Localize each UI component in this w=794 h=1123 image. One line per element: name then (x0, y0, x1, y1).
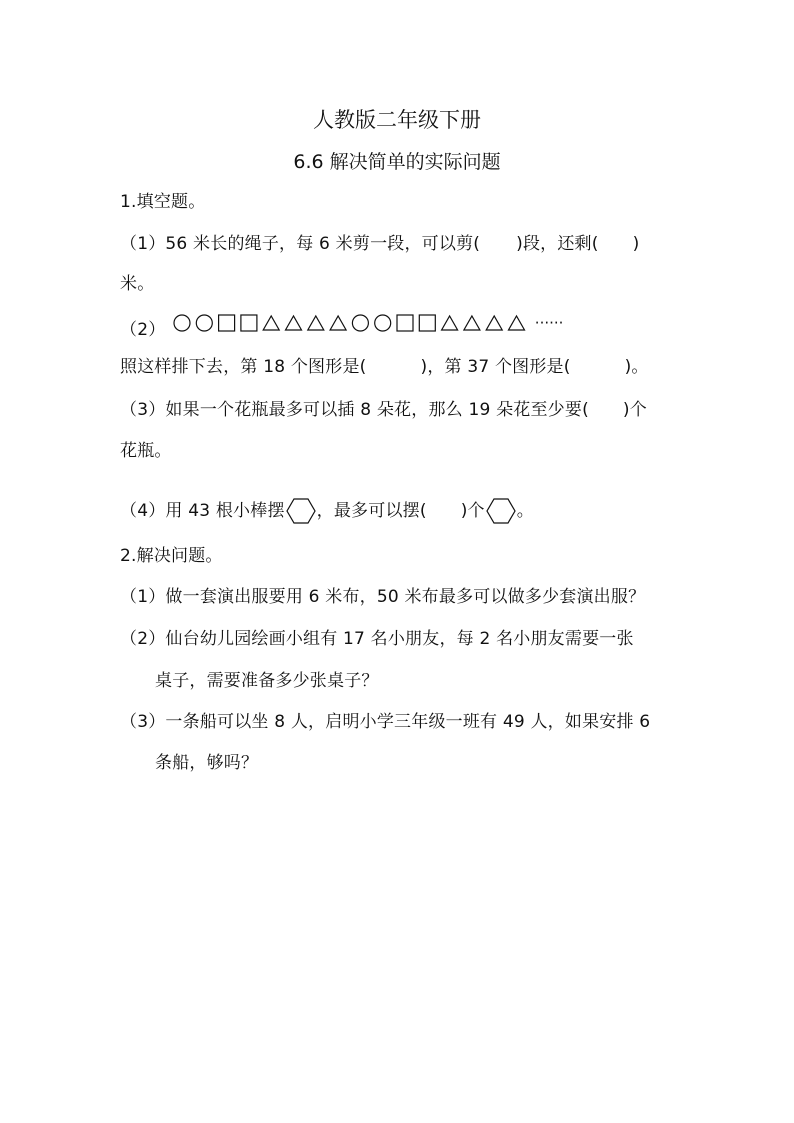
question-1-1-line2: 米。 (120, 274, 155, 294)
question-1-3-text-a: （3）如果一个花瓶最多可以插 8 朵花，那么 19 朵花至少要( (120, 400, 589, 420)
triangle-shape (486, 316, 502, 330)
triangle-shape (308, 316, 324, 330)
question-1-1-line1 (120, 233, 639, 255)
question-1-4-text-b: ，最多可以摆( (316, 501, 427, 521)
shape-sequence (172, 312, 602, 334)
circle-shape (352, 315, 368, 331)
hexagon-icon (285, 497, 317, 525)
section-1-heading: 1.填空题。 (120, 192, 206, 212)
question-1-1-text-b: )段，还剩( (516, 234, 599, 254)
question-1-2-text-b: )，第 37 个图形是( (420, 357, 571, 377)
shape-sequence-svg (172, 312, 602, 334)
square-shape (219, 315, 235, 331)
question-1-2-line2 (120, 356, 649, 378)
page-subtitle: 6.6 解决简单的实际问题 (293, 151, 501, 173)
question-2-2-line2: 桌子，需要准备多少张桌子？ (155, 671, 379, 691)
page-title: 人教版二年级下册 (313, 108, 481, 132)
triangle-shape (330, 316, 346, 330)
question-2-3-line1: （3）一条船可以坐 8 人，启明小学三年级一班有 49 人，如果安排 6 (120, 712, 651, 732)
question-1-1-text-c: ) (632, 234, 640, 254)
triangle-shape (509, 316, 525, 330)
question-1-2-text-a: 照这样排下去，第 18 个图形是( (120, 357, 367, 377)
question-1-3-text-b: )个 (622, 400, 647, 420)
question-1-4-text-c: )个 (460, 501, 485, 521)
question-1-1-text-a: （1）56 米长的绳子，每 6 米剪一段，可以剪( (120, 234, 481, 254)
square-shape (397, 315, 413, 331)
square-shape (419, 315, 435, 331)
triangle-shape (464, 316, 480, 330)
triangle-shape (442, 316, 458, 330)
hexagon-icon (485, 497, 517, 525)
triangle-shape (286, 316, 302, 330)
question-1-3-line2: 花瓶。 (120, 441, 172, 461)
question-2-3-line2: 条船，够吗？ (155, 753, 259, 773)
question-1-4-line (120, 496, 534, 526)
section-2-heading: 2.解决问题。 (120, 546, 223, 566)
question-2-2-line1: （2）仙台幼儿园绘画小组有 17 名小朋友，每 2 名小朋友需要一张 (120, 629, 634, 649)
question-2-1: （1）做一套演出服要用 6 米布，50 米布最多可以做多少套演出服？ (120, 587, 646, 607)
square-shape (241, 315, 257, 331)
question-1-2-text-c: )。 (624, 357, 649, 377)
circle-shape (196, 315, 212, 331)
question-1-2-label: （2） (120, 320, 166, 340)
circle-shape (174, 315, 190, 331)
question-1-4-text-d: 。 (516, 501, 534, 521)
ellipsis: ······ (534, 314, 564, 332)
circle-shape (375, 315, 391, 331)
question-1-4-text-a: （4）用 43 根小棒摆 (120, 501, 285, 521)
triangle-shape (263, 316, 279, 330)
question-1-3-line1 (120, 399, 647, 421)
